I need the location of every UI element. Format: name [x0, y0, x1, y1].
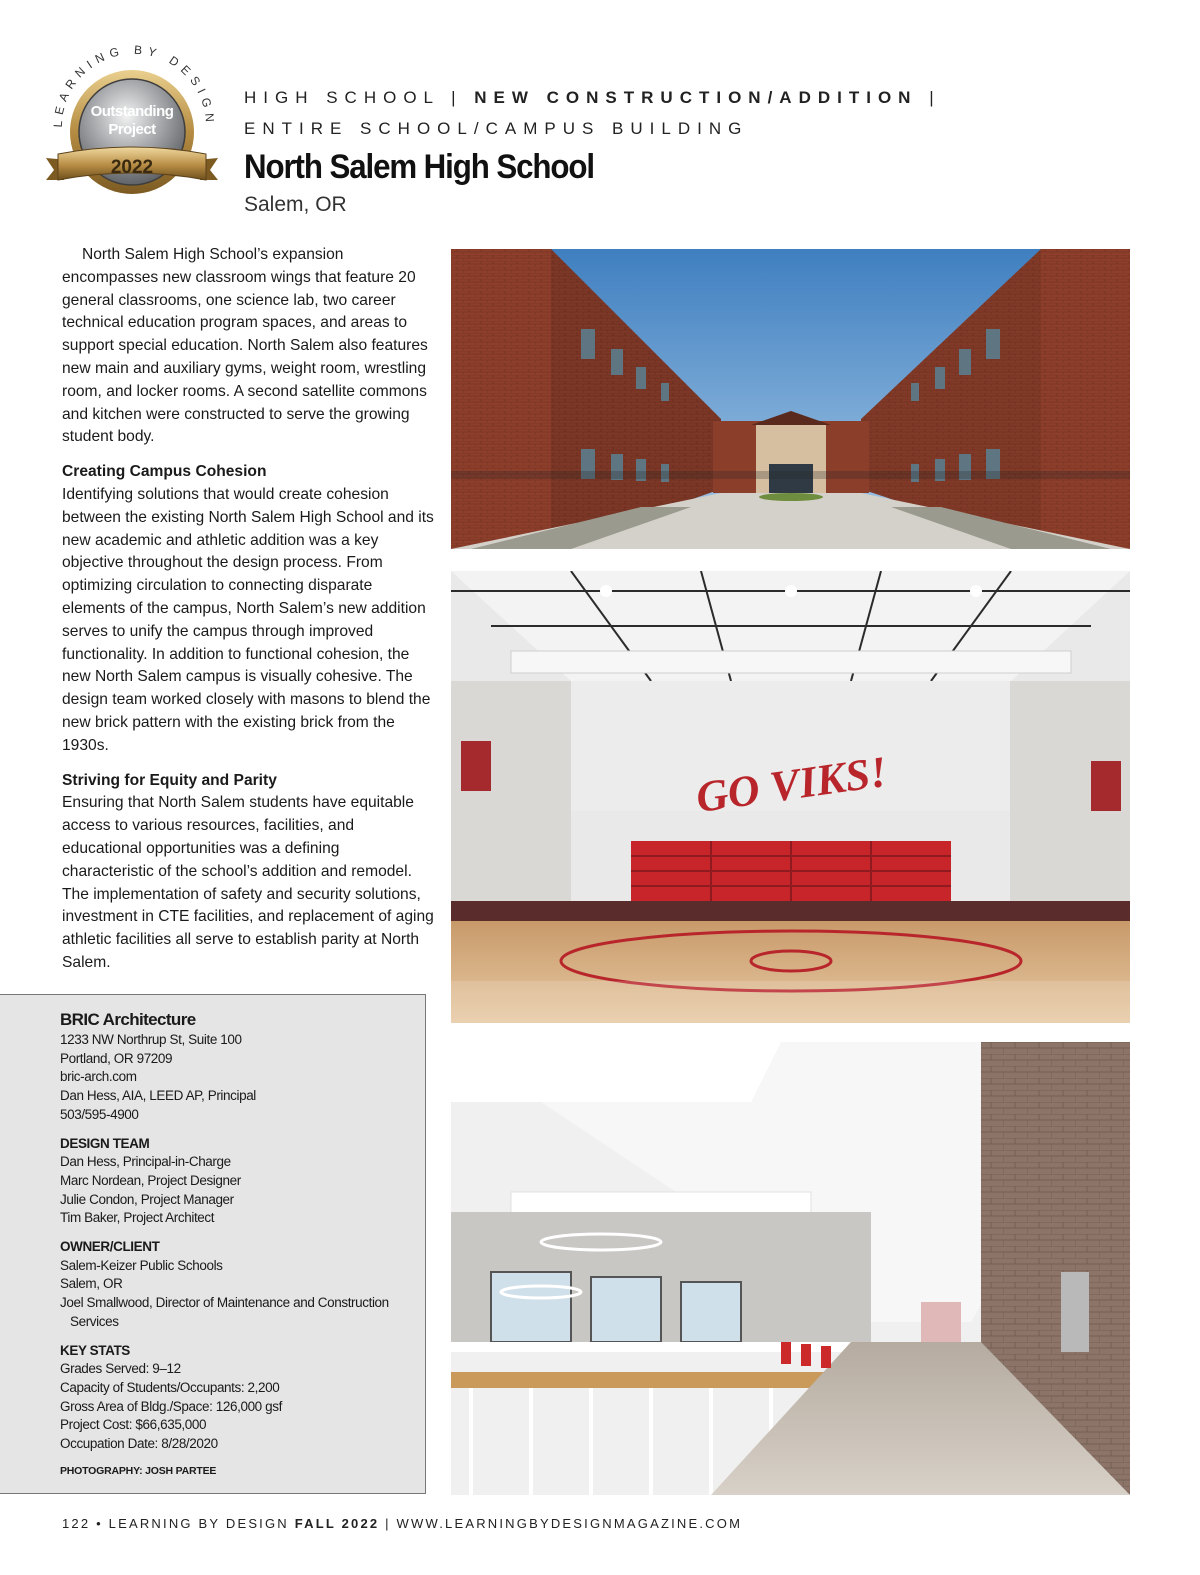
- design-team-heading: DESIGN TEAM: [60, 1135, 150, 1151]
- badge-label-line1: Outstanding: [90, 103, 174, 120]
- badge-arc-text: LEARNING BY DESIGN: [50, 42, 218, 128]
- photo-exterior-courtyard: [451, 249, 1130, 549]
- section1-paragraph: Identifying solutions that would create cohesion between the existing North Salem High School and its new academic and athletic addition was a key objective throughout the design process. From optimizing circulation to connecting disparate elements of the campus, North Salem’s new addition serves to unify the campus through improved functionality. In addition to functional cohesion, the new North Salem campus is visually cohesive. The design team worked closely with masons to blend the new brick pattern with the existing brick from the 1930s.: [62, 485, 434, 754]
- section2-heading: Striving for Equity and Parity: [62, 771, 277, 789]
- owner-line: Joel Smallwood, Director of Maintenance and Construction: [60, 1295, 389, 1311]
- category-bold: NEW CONSTRUCTION/ADDITION: [474, 88, 918, 107]
- photo-gymnasium: [451, 571, 1130, 1023]
- firm-website: bric-arch.com: [60, 1069, 137, 1085]
- key-stats-heading: KEY STATS: [60, 1342, 130, 1358]
- category-prefix: HIGH SCHOOL |: [244, 88, 475, 107]
- intro-paragraph: North Salem High School’s expansion encompasses new classroom wings that feature 20 general classrooms, one science lab, two career technical education program spaces, and areas to support special education. North Salem also features new main and auxiliary gyms, weight room, wrestling room, and locker rooms. A second satellite commons and kitchen were constructed to serve the growing student body.: [62, 246, 428, 446]
- article-body: [62, 244, 434, 975]
- key-stat: Capacity of Students/Occupants: 2,200: [60, 1379, 280, 1395]
- gym-banner-text: GO VIKS!: [693, 746, 890, 823]
- gymnasium-illustration: [451, 571, 1130, 1023]
- firm-address-line: 1233 NW Northrup St, Suite 100: [60, 1032, 242, 1047]
- award-badge: [40, 30, 225, 215]
- exterior-courtyard-illustration: [451, 249, 1130, 549]
- section1-heading: Creating Campus Cohesion: [62, 463, 267, 481]
- photo-credit: PHOTOGRAPHY: JOSH PARTEE: [60, 1464, 217, 1477]
- badge-year: 2022: [110, 157, 154, 178]
- key-stat: Grades Served: 9–12: [60, 1361, 181, 1377]
- owner-line: Salem, OR: [60, 1276, 123, 1292]
- badge-label-line2: Project: [108, 121, 156, 138]
- firm-contact: Dan Hess, AIA, LEED AP, Principal: [60, 1088, 256, 1104]
- section2-paragraph: Ensuring that North Salem students have equitable access to various resources, facilities, and educational opportunities was a defining characteristic of the school’s addition and remodel. The implementation of safety and security solutions, investment in CTE facilities, and replacement of aging athletic facilities all serve to establish parity at North Salem.: [62, 794, 434, 971]
- owner-line-continuation: Services: [70, 1313, 119, 1329]
- footer-prefix: 122 • LEARNING BY DESIGN: [62, 1516, 295, 1531]
- key-stat: Project Cost: $66,635,000: [60, 1417, 207, 1433]
- project-info-content: [60, 1009, 420, 1480]
- design-team-member: Julie Condon, Project Manager: [60, 1191, 234, 1207]
- owner-line: Salem-Keizer Public Schools: [60, 1257, 223, 1273]
- firm-phone: 503/595-4900: [60, 1106, 139, 1122]
- page-title: North Salem High School: [244, 148, 595, 186]
- subcategory-line: ENTIRE SCHOOL/CAMPUS BUILDING: [244, 119, 749, 138]
- category-suffix: |: [917, 88, 941, 107]
- project-location: Salem, OR: [244, 193, 347, 216]
- design-team-member: Marc Nordean, Project Designer: [60, 1172, 241, 1188]
- footer-website: | WWW.LEARNINGBYDESIGNMAGAZINE.COM: [379, 1516, 743, 1531]
- design-team-member: Tim Baker, Project Architect: [60, 1210, 215, 1226]
- commons-hallway-illustration: [451, 1042, 1130, 1495]
- page-footer: [62, 1516, 742, 1531]
- category-line: [244, 88, 941, 108]
- project-info-box: [0, 994, 426, 1494]
- photo-commons-hallway: [451, 1042, 1130, 1495]
- owner-heading: OWNER/CLIENT: [60, 1239, 160, 1255]
- firm-city-line: Portland, OR 97209: [60, 1050, 173, 1066]
- firm-name: BRIC Architecture: [60, 1010, 196, 1029]
- footer-issue: FALL 2022: [294, 1516, 380, 1531]
- award-badge-graphic: [40, 30, 225, 215]
- key-stat: Gross Area of Bldg./Space: 126,000 gsf: [60, 1398, 282, 1414]
- key-stat: Occupation Date: 8/28/2020: [60, 1436, 218, 1452]
- design-team-member: Dan Hess, Principal-in-Charge: [60, 1154, 231, 1170]
